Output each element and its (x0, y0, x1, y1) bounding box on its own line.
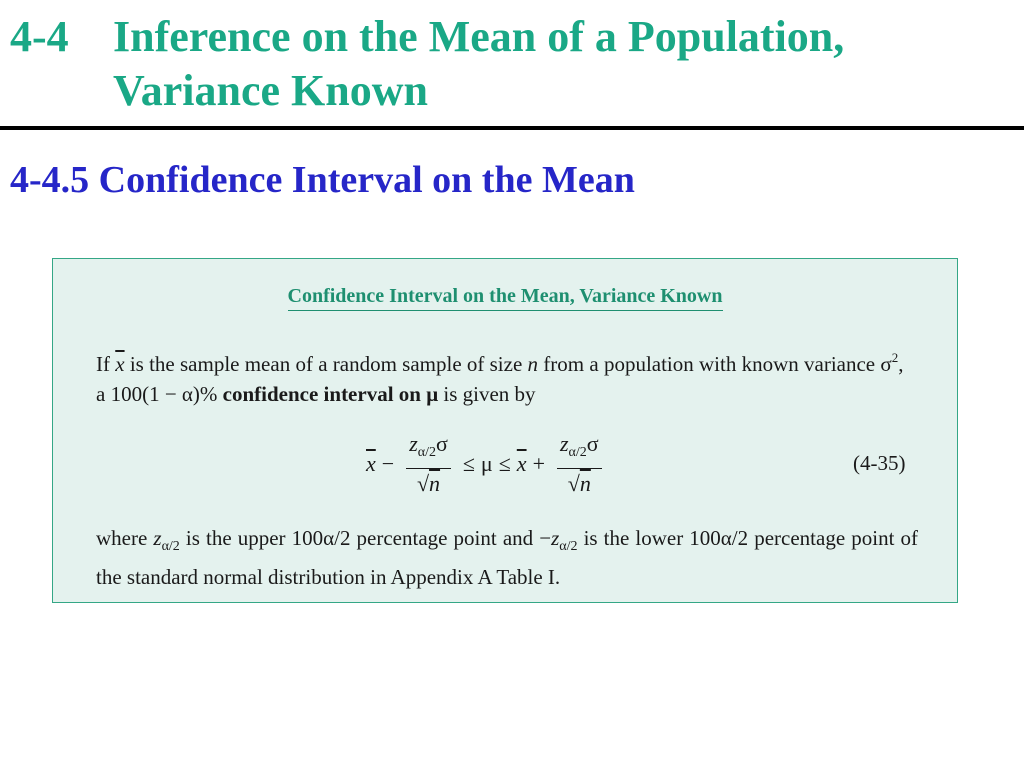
eq-z-sub-left: α/2 (417, 445, 436, 460)
subsection-title: 4-4.5 Confidence Interval on the Mean (10, 159, 635, 201)
box-heading-text: Confidence Interval on the Mean, Variance Known (288, 285, 723, 311)
ci-equation (366, 429, 608, 499)
eq-sqrt-left: √ (416, 471, 430, 496)
para1-text-1: If (96, 352, 116, 376)
title-line-2: Variance Known (113, 66, 428, 115)
para2-text-1: where (96, 526, 154, 550)
para2-text-2: is the upper 100α/2 percentage point and − (179, 526, 552, 550)
para1-text-5: is given by (438, 382, 536, 406)
section-number: 4-4 (10, 12, 69, 61)
eq-x-bar-right: $\overline{x}$ (516, 451, 527, 476)
section-title (113, 10, 1003, 118)
para2-text-3: is the lower 100α/2 percentage point of the standard normal distribution in Appendix A Table I. (96, 526, 918, 589)
eq-z-right: z (559, 431, 569, 456)
eq-z-sub-right: α/2 (568, 445, 587, 460)
eq-denominator-right (568, 469, 591, 497)
para1-text-2: is the sample mean of a random sample of size (124, 352, 528, 376)
eq-fraction-left (406, 431, 451, 497)
eq-plus: + (532, 451, 545, 476)
para1-text-4: , a 100(1 − α)% (96, 352, 904, 406)
para1-text-3: from a population with known variance (538, 352, 881, 376)
z-symbol-2: z (551, 526, 560, 550)
eq-sigma-right: σ (586, 431, 599, 456)
sigma-symbol: σ (880, 352, 892, 376)
title-line-1: Inference on the Mean of a Population, (113, 12, 845, 61)
eq-z-left: z (409, 431, 418, 456)
definition-box (52, 258, 958, 603)
eq-minus: − (381, 451, 395, 476)
eq-numerator-left (406, 431, 451, 469)
z-symbol-1: z (153, 526, 162, 550)
eq-n-right: n (579, 471, 591, 496)
eq-sigma-left: σ (435, 431, 448, 456)
eq-le-1: ≤ (462, 451, 475, 476)
z-sub-2: α/2 (559, 539, 578, 554)
eq-le-2: ≤ (498, 451, 511, 476)
eq-mu: μ (480, 451, 493, 476)
eq-n-left: n (429, 471, 441, 496)
title-divider (0, 126, 1024, 130)
z-sub-1: α/2 (161, 539, 180, 554)
n-symbol: n (527, 352, 539, 376)
equation-number: (4-35) (853, 451, 906, 475)
eq-denominator-left (417, 469, 440, 497)
box-heading (53, 285, 957, 311)
explanation-paragraph (96, 523, 918, 592)
x-bar-symbol: $\overline{x}$ (115, 352, 125, 376)
eq-x-bar-left: $\overline{x}$ (366, 451, 376, 476)
eq-numerator-right (557, 431, 602, 469)
eq-sqrt-right: √ (567, 471, 580, 496)
definition-paragraph (96, 343, 918, 409)
squared-exponent: 2 (891, 350, 899, 365)
eq-fraction-right (557, 431, 602, 497)
confidence-interval-term: confidence interval on μ (222, 382, 439, 406)
